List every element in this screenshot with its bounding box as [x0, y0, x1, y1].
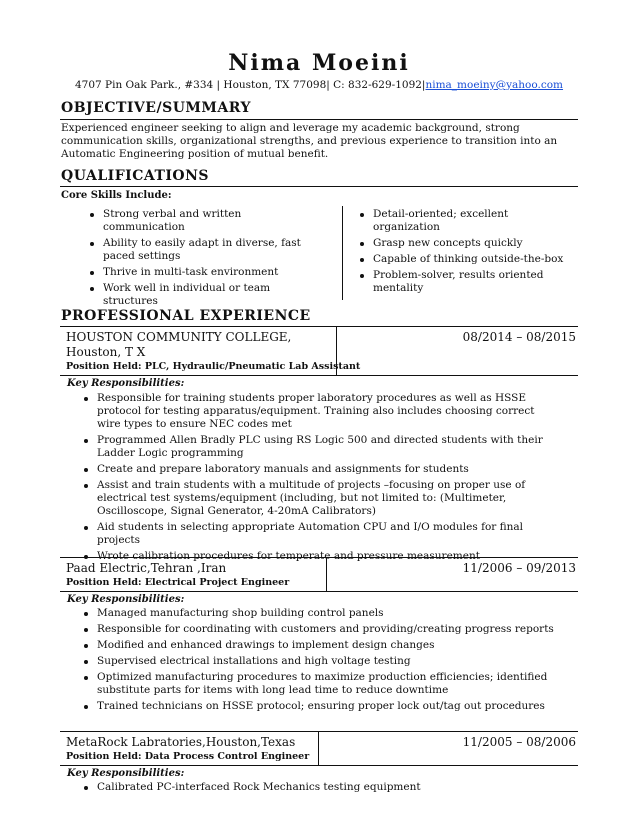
job-company: Paad Electric,Tehran ,Iran: [66, 561, 227, 575]
experience-rule: [60, 326, 578, 327]
job-dates: 11/2005 – 08/2006: [462, 735, 576, 749]
job-position: Position Held: Data Process Control Engineer: [66, 751, 310, 762]
list-item: Trained technicians on HSSE protocol; ensuring proper lock out/tag out procedures: [81, 700, 561, 713]
list-item: Managed manufacturing shop building control panels: [81, 607, 561, 620]
list-item: Wrote calibration procedures for temperate and pressure measurement: [81, 550, 561, 563]
job-top-rule: [60, 557, 578, 558]
job-responsibilities-list: [81, 392, 561, 566]
job-responsibilities-list: [81, 781, 561, 797]
contact-address: 4707 Pin Oak Park., #334 | Houston, TX 77098| C: 832-629-1092|: [74, 79, 426, 91]
list-item: Modified and enhanced drawings to implement design changes: [81, 639, 561, 652]
job-header-divider: [318, 731, 319, 765]
qualifications-heading: QUALIFICATIONS: [61, 168, 210, 184]
key-responsibilities-label: Key Responsibilities:: [67, 378, 185, 389]
list-item: Grasp new concepts quickly: [357, 237, 577, 250]
job-company: MetaRock Labratories,Houston,Texas: [66, 735, 296, 749]
objective-rule: [60, 119, 578, 120]
list-item: Calibrated PC-interfaced Rock Mechanics testing equipment: [81, 781, 561, 794]
list-item: Responsible for training students proper laboratory procedures as well as HSSE protocol for testing apparatus/equipment. Training also includes choosing correct wire types to ensure NEC codes met: [81, 392, 561, 431]
job-header-divider: [326, 557, 327, 591]
job-header-rule: [60, 591, 578, 592]
list-item: Programmed Allen Bradly PLC using RS Logic 500 and directed students with their Ladder Logic programming: [81, 434, 561, 460]
job-header-rule: [60, 765, 578, 766]
key-responsibilities-label: Key Responsibilities:: [67, 594, 185, 605]
list-item: Responsible for coordinating with customers and providing/creating progress reports: [81, 623, 561, 636]
objective-text: Experienced engineer seeking to align and leverage my academic background, strong communication skills, organizational strengths, and previous experience to transition into an Automatic Engineering position of mutual benefit.: [61, 122, 558, 160]
job-dates: 08/2014 – 08/2015: [462, 330, 576, 344]
list-item: Ability to easily adapt in diverse, fast paced settings: [87, 237, 323, 263]
right-skills-list: [357, 208, 577, 298]
job-top-rule: [60, 731, 578, 732]
job-company: HOUSTON COMMUNITY COLLEGE, Houston, T X: [66, 330, 292, 359]
qualifications-rule: [60, 186, 578, 187]
job-position: Position Held: Electrical Project Engineer: [66, 577, 290, 588]
list-item: Thrive in multi-task environment: [87, 266, 323, 279]
core-skills-label: Core Skills Include:: [61, 190, 172, 201]
job-header-rule: [60, 375, 578, 376]
job-dates: 11/2006 – 09/2013: [462, 561, 576, 575]
list-item: Create and prepare laboratory manuals and assignments for students: [81, 463, 561, 476]
list-item: Work well in individual or team structures: [87, 282, 323, 308]
list-item: Detail-oriented; excellent organization: [357, 208, 577, 234]
list-item: Strong verbal and written communication: [87, 208, 323, 234]
list-item: Aid students in selecting appropriate Automation CPU and I/O modules for final projects: [81, 521, 561, 547]
job-responsibilities-list: [81, 607, 561, 716]
list-item: Assist and train students with a multitude of projects –focusing on proper use of electrical test systems/equipment (including, but not limited to: (Multimeter, Oscilloscope, Signal Generator, 4-20mA Calibrators): [81, 479, 561, 518]
list-item: Optimized manufacturing procedures to maximize production efficiencies; identified substitute parts for items with long lead time to reduce downtime: [81, 671, 561, 697]
key-responsibilities-label: Key Responsibilities:: [67, 768, 185, 779]
list-item: Problem-solver, results oriented mentality: [357, 269, 577, 295]
job-position: Position Held: PLC, Hydraulic/Pneumatic Lab Assistant: [66, 361, 361, 372]
experience-heading: PROFESSIONAL EXPERIENCE: [61, 308, 311, 324]
list-item: Capable of thinking outside-the-box: [357, 253, 577, 266]
left-skills-list: [87, 208, 323, 311]
candidate-name: Nima Moeini: [228, 50, 410, 76]
email-link[interactable]: nima_moeiny@yahoo.com: [425, 79, 564, 91]
contact-line: [0, 79, 638, 91]
list-item: Supervised electrical installations and high voltage testing: [81, 655, 561, 668]
objective-heading: OBJECTIVE/SUMMARY: [61, 100, 251, 116]
skills-divider: [342, 206, 343, 300]
